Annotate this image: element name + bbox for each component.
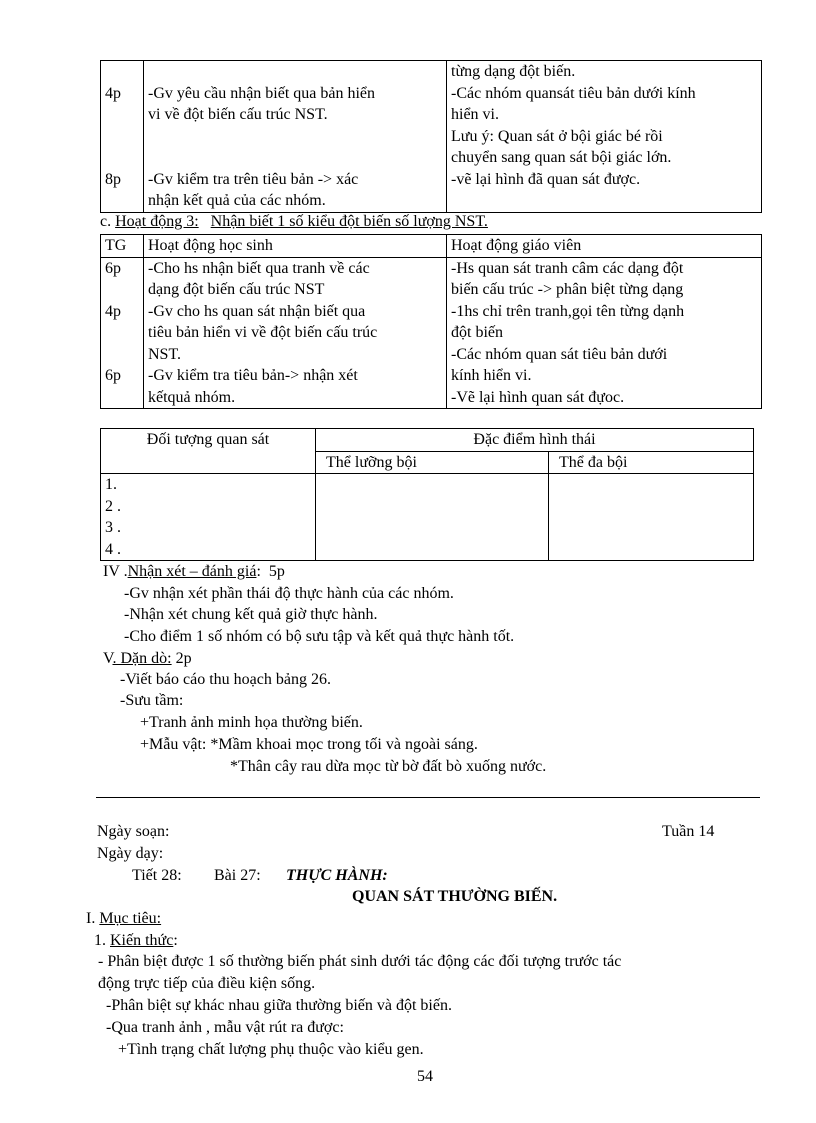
time-cell <box>101 257 144 409</box>
student-line: tiêu bản hiển vi về đột biến cấu trúc <box>148 324 378 341</box>
lesson-title: QUAN SÁT THƯỜNG BIẾN. <box>352 888 558 905</box>
ngay-day: Ngày dạy: <box>97 845 164 862</box>
practice-label: THỰC HÀNH: <box>286 867 388 884</box>
student-line: kếtquả nhóm. <box>148 388 236 406</box>
polyploid-cell <box>549 474 754 561</box>
teacher-line: Lưu ý: Quan sát ở bội giác bé rồi <box>451 127 663 145</box>
time-value: 4p <box>105 302 121 320</box>
time-cell <box>101 61 144 213</box>
teacher-line: hiển vi. <box>451 106 499 123</box>
student-activity-cell <box>144 257 447 409</box>
section-c-heading <box>100 213 488 231</box>
table-header-row <box>101 235 762 258</box>
teacher-line: -1hs chỉ trên tranh,gọi tên từng dạnh <box>451 302 685 320</box>
teacher-line: -Các nhóm quan sát tiêu bản dưới <box>451 345 668 363</box>
section-i-line: - Phân biệt được 1 số thường biến phát sinh dưới tác động các đối tượng trước tác <box>98 953 622 970</box>
list-item: 2 . <box>105 497 121 515</box>
section-c-prefix: c. <box>100 213 116 230</box>
diploid-cell <box>316 474 549 561</box>
section-i-line: +Tình trạng chất lượng phụ thuộc vào kiểu gen. <box>118 1041 424 1058</box>
diploid-header: Thể lưỡng bội <box>316 451 549 474</box>
section-i-line: -Qua tranh ảnh , mẫu vật rút ra được: <box>106 1019 344 1036</box>
section-v-roman: V <box>103 650 113 667</box>
items-cell <box>101 474 316 561</box>
student-line: -Gv kiểm tra trên tiêu bản -> xác <box>148 170 359 188</box>
teacher-line: biến cấu trúc -> phân biệt từng dạng <box>451 281 684 298</box>
section-v-line: *Thân cây rau dừa mọc từ bờ đất bò xuống nước. <box>230 758 547 775</box>
knowledge-number: 1. <box>94 932 110 949</box>
teacher-line: đột biến <box>451 324 503 341</box>
knowledge-heading <box>94 932 178 950</box>
list-item: 1. <box>105 476 117 493</box>
section-v-line: -Sưu tầm: <box>120 692 184 709</box>
lesson-number: Bài 27: <box>214 867 261 884</box>
teacher-line: -Hs quan sát tranh câm các dạng đột <box>451 259 684 277</box>
time-value: 6p <box>105 367 121 384</box>
polyploid-header: Thể đa bội <box>549 451 754 474</box>
time-value: 8p <box>105 170 121 188</box>
section-i-line: -Phân biệt sự khác nhau giữa thường biến và đột biến. <box>106 997 452 1014</box>
header-student: Hoạt động học sinh <box>144 235 447 258</box>
page-number: 54 <box>417 1068 433 1085</box>
section-c-label: Hoạt động 3: <box>115 213 199 230</box>
student-line: -Gv kiểm tra tiêu bản-> nhận xét <box>148 367 358 384</box>
list-item: 4 . <box>105 540 121 558</box>
section-i-label: Mục tiêu: <box>99 910 162 927</box>
student-line: NST. <box>148 345 182 363</box>
section-v-line: +Tranh ảnh minh họa thường biến. <box>140 714 363 731</box>
section-iv-roman: IV . <box>103 563 128 580</box>
student-activity-cell <box>144 61 447 213</box>
teacher-activity-cell <box>447 61 762 213</box>
week-label: Tuần 14 <box>662 823 715 840</box>
knowledge-colon: : <box>173 932 178 949</box>
section-c-title: Nhận biết 1 số kiểu đột biến số lượng NST. <box>210 213 488 230</box>
section-v-line: +Mẫu vật: *Mầm khoai mọc trong tối và ngoài sáng. <box>140 736 478 753</box>
section-iv-line: -Gv nhận xét phần thái độ thực hành của các nhóm. <box>124 585 454 602</box>
time-value: 6p <box>105 259 121 277</box>
teacher-line: kính hiển vi. <box>451 367 532 384</box>
ngay-soan: Ngày soạn: <box>97 823 170 840</box>
activity-table-1 <box>100 60 762 213</box>
student-line: -Gv cho hs quan sát nhận biết qua <box>148 302 366 320</box>
student-line: nhận kết quả của các nhóm. <box>148 192 326 209</box>
page-divider <box>96 797 760 798</box>
teacher-line: -Các nhóm quansát tiêu bản dưới kính <box>451 84 696 102</box>
teacher-line: -Vẽ lại hình quan sát đựoc. <box>451 388 625 406</box>
student-line: dạng đột biến cấu trúc NST <box>148 281 325 298</box>
section-i-line: động trực tiếp của điều kiện sống. <box>98 975 316 992</box>
observed-object-header: Đối tượng quan sát <box>101 429 316 474</box>
section-iv-line: -Cho điểm 1 số nhóm có bộ sưu tập và kết quả thực hành tốt. <box>124 628 515 645</box>
section-iv-line: -Nhận xét chung kết quả giờ thực hành. <box>124 606 378 623</box>
section-v-line: -Viết báo cáo thu hoạch bảng 26. <box>120 671 331 688</box>
student-line: vi về đột biến cấu trúc NST. <box>148 106 328 123</box>
header-teacher: Hoạt động giáo viên <box>447 235 762 258</box>
observation-table <box>100 428 754 561</box>
teacher-line: từng dạng đột biến. <box>451 63 576 80</box>
section-v-heading <box>103 650 192 668</box>
section-iv-label: Nhận xét – đánh giá <box>127 563 257 580</box>
student-line: -Cho hs nhận biết qua tranh về các <box>148 259 370 277</box>
section-i-roman: I. <box>86 910 100 927</box>
section-i-heading <box>86 910 161 928</box>
teacher-activity-cell <box>447 257 762 409</box>
activity-table-2 <box>100 234 762 409</box>
list-item: 3 . <box>105 519 121 536</box>
header-tg: TG <box>101 235 144 258</box>
section-v-suffix: 2p <box>171 650 192 667</box>
time-value: 4p <box>105 84 121 102</box>
student-line: -Gv yêu cầu nhận biết qua bản hiển <box>148 84 376 102</box>
lesson-period: Tiết 28: <box>132 867 182 884</box>
section-c-gap <box>199 213 211 230</box>
teacher-line: -vẽ lại hình đã quan sát được. <box>451 170 641 188</box>
morphology-header: Đặc điểm hình thái <box>316 429 754 452</box>
teacher-line: chuyển sang quan sát bội giác lớn. <box>451 149 672 166</box>
knowledge-label: Kiến thức <box>110 932 174 949</box>
section-iv-heading <box>103 563 285 581</box>
section-v-label: . Dặn dò: <box>112 650 172 667</box>
section-iv-suffix: : 5p <box>256 563 285 580</box>
